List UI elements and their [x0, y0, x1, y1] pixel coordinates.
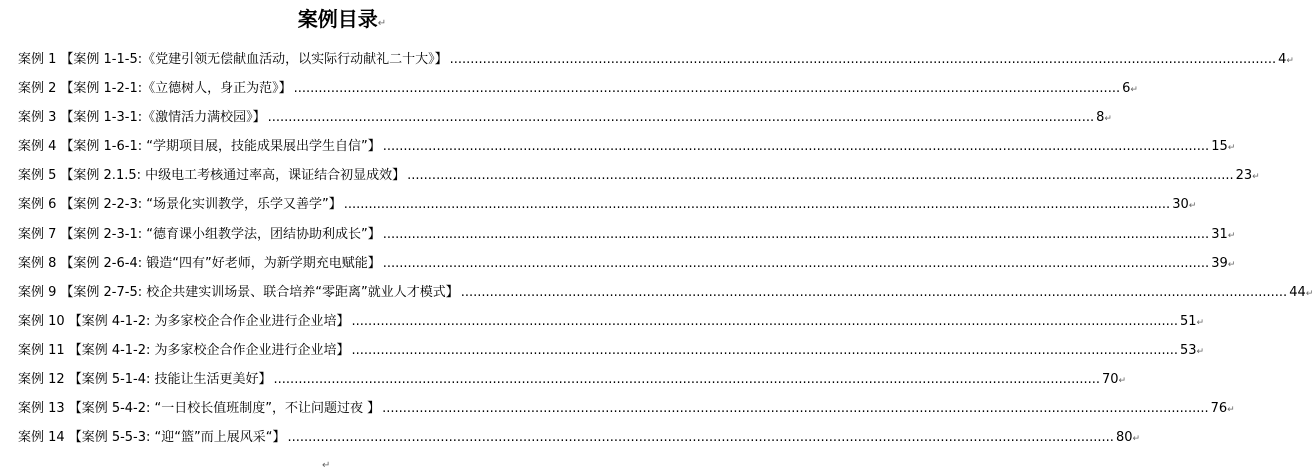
- paragraph-mark-icon: ↵: [1188, 201, 1197, 212]
- toc-entry[interactable]: [18, 281, 1313, 310]
- toc-entry[interactable]: [18, 368, 1127, 397]
- toc-entry[interactable]: [18, 339, 1205, 368]
- case-title: 【案例 2.1.5: 中级电工考核通过率高，课证结合初显成效】: [60, 168, 406, 184]
- case-number: 案例 9: [18, 284, 57, 300]
- paragraph-mark-icon: ↵: [1305, 288, 1313, 299]
- case-number: 案例 8: [18, 255, 57, 271]
- toc-entry[interactable]: [18, 252, 1236, 281]
- page-number: 51: [1180, 313, 1197, 329]
- title-text: 案例目录: [297, 7, 378, 31]
- dot-leader: [287, 430, 1113, 445]
- dot-leader: [383, 256, 1209, 271]
- page-title: [0, 6, 684, 37]
- dot-leader: [383, 227, 1209, 242]
- paragraph-mark-icon: ↵: [1286, 56, 1294, 66]
- dot-leader: [352, 314, 1178, 329]
- case-number: 案例 2: [18, 81, 57, 97]
- case-title: 【案例 5-5-3: “迎“篮”而上展风采“】: [68, 430, 286, 446]
- paragraph-mark-icon: ↵: [1227, 230, 1236, 241]
- dot-leader: [294, 81, 1120, 96]
- dot-leader: [268, 110, 1094, 125]
- page-number: 30: [1172, 197, 1189, 213]
- page-number: 70: [1102, 372, 1119, 388]
- case-number: 案例 1: [18, 52, 57, 67]
- case-number: 案例 5: [18, 168, 57, 184]
- case-number: 案例 14: [18, 430, 65, 446]
- dot-leader: [383, 139, 1209, 154]
- paragraph-mark-icon: ↵: [1227, 405, 1235, 416]
- case-title: 【案例 2-2-3: “场景化实训教学，乐学又善学”】: [60, 197, 342, 213]
- case-title: 【案例 5-4-2: “一日校长值班制度”，不让问题过夜 】: [68, 401, 381, 417]
- toc-entry[interactable]: [18, 397, 1235, 426]
- paragraph-mark-icon: ↵: [1196, 346, 1205, 357]
- dot-leader: [450, 52, 1276, 67]
- page-number: 44: [1289, 284, 1306, 300]
- paragraph-mark-icon: ↵: [1130, 85, 1138, 96]
- page-number: 23: [1235, 168, 1253, 184]
- case-number: 案例 13: [18, 401, 65, 417]
- case-title: 【案例 4-1-2: 为多家校企合作企业进行企业培】: [68, 313, 350, 329]
- case-title: 【案例 1-1-5:《党建引领无偿献血活动，以实际行动献礼二十大》】: [60, 52, 448, 67]
- case-number: 案例 7: [18, 226, 57, 242]
- page-number: 53: [1180, 342, 1197, 358]
- toc-entry[interactable]: [18, 77, 1138, 106]
- paragraph-mark-icon: ↵: [1132, 434, 1141, 445]
- dot-leader: [344, 197, 1170, 212]
- paragraph-mark-icon: ↵: [322, 460, 331, 471]
- case-title: 【案例 4-1-2: 为多家校企合作企业进行企业培】: [68, 342, 350, 358]
- paragraph-mark-icon: ↵: [1104, 114, 1112, 125]
- dot-leader: [274, 372, 1100, 387]
- page-number: 6: [1122, 81, 1131, 97]
- paragraph-mark-icon: ↵: [1118, 376, 1127, 387]
- toc-entry[interactable]: [18, 310, 1205, 339]
- dot-leader: [461, 285, 1287, 300]
- case-number: 案例 3: [18, 110, 57, 126]
- toc-entry[interactable]: [18, 48, 1294, 77]
- paragraph-mark-icon: ↵: [1196, 317, 1205, 328]
- page-number: 8: [1096, 110, 1105, 126]
- case-title: 【案例 1-6-1: “学期项目展，技能成果展出学生自信”】: [60, 139, 381, 155]
- dot-leader: [407, 168, 1233, 183]
- toc-entry[interactable]: [18, 106, 1112, 135]
- paragraph-mark-icon: ↵: [1227, 143, 1236, 154]
- case-title: 【案例 2-6-4: 锻造“四有”好老师，为新学期充电赋能】: [60, 255, 381, 271]
- case-number: 案例 4: [18, 139, 57, 155]
- case-number: 案例 6: [18, 197, 57, 213]
- toc-entry[interactable]: [18, 135, 1236, 164]
- case-number: 案例 12: [18, 372, 65, 388]
- case-title: 【案例 2-7-5: 校企共建实训场景、联合培养“零距离”就业人才模式】: [60, 284, 459, 300]
- paragraph-mark-icon: ↵: [1227, 259, 1236, 270]
- toc-entry[interactable]: [18, 193, 1197, 222]
- page-number: 4: [1278, 52, 1287, 67]
- toc-entry[interactable]: [18, 164, 1260, 193]
- page-number: 39: [1211, 255, 1228, 271]
- case-title: 【案例 1-2-1:《立德树人，身正为范》】: [60, 81, 292, 97]
- table-of-contents: [18, 48, 1313, 455]
- paragraph-mark-icon: ↵: [377, 18, 387, 29]
- case-title: 【案例 2-3-1: “德育课小组教学法，团结协助利成长”】: [60, 226, 381, 242]
- case-title: 【案例 1-3-1:《激情活力满校园》】: [60, 110, 266, 126]
- page-number: 80: [1115, 430, 1133, 446]
- dot-leader: [382, 401, 1208, 416]
- page-number: 15: [1211, 139, 1228, 155]
- case-number: 案例 11: [18, 342, 65, 358]
- case-title: 【案例 5-1-4: 技能让生活更美好】: [68, 372, 272, 388]
- toc-entry[interactable]: [18, 223, 1236, 252]
- page-number: 31: [1211, 226, 1228, 242]
- dot-leader: [352, 343, 1178, 358]
- case-number: 案例 10: [18, 313, 65, 329]
- paragraph-mark-icon: ↵: [1252, 172, 1260, 183]
- page-number: 76: [1210, 401, 1228, 417]
- toc-entry[interactable]: [18, 426, 1141, 455]
